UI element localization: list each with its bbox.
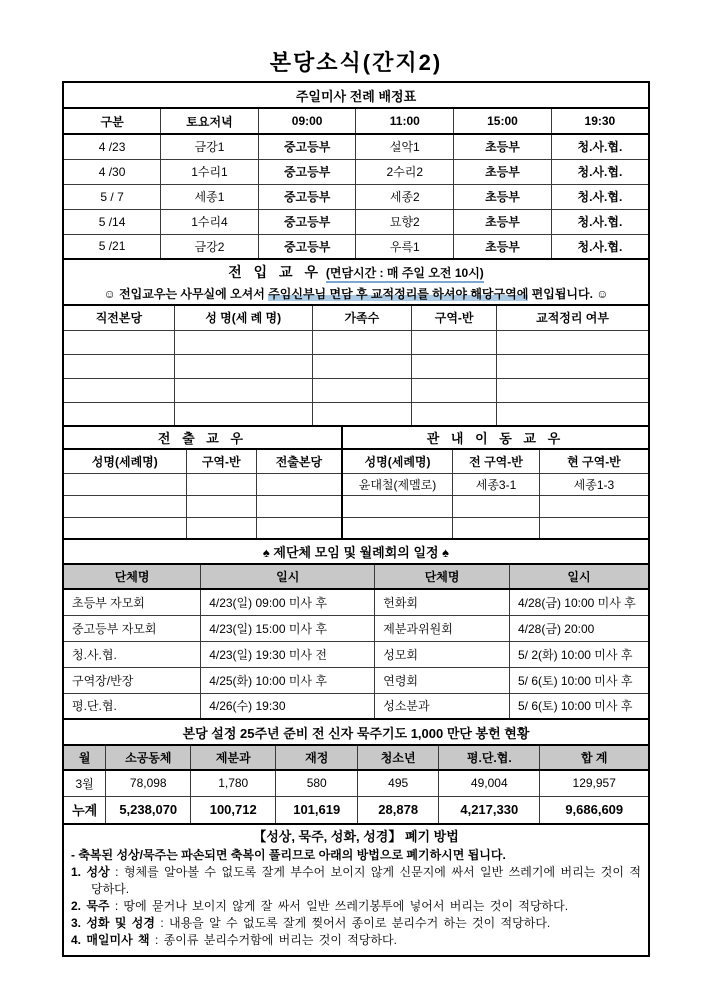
table-cell: 세종1-3 <box>539 473 649 495</box>
table-cell: 5 /21 <box>63 234 161 259</box>
header-row <box>63 449 649 473</box>
table-cell: 101,619 <box>276 796 358 824</box>
table-cell <box>63 495 186 517</box>
table-cell: 초등부 <box>454 184 552 209</box>
table-row <box>63 209 649 234</box>
column-header: 전출본당 <box>256 449 342 473</box>
column-header: 11:00 <box>356 108 454 134</box>
table-row <box>63 770 649 796</box>
table-cell: 4/23(일) 19:30 미사 전 <box>201 641 375 667</box>
table-cell <box>412 402 497 426</box>
column-header: 소공동체 <box>106 745 191 770</box>
table-cell: 49,004 <box>439 770 540 796</box>
column-header: 직전본당 <box>63 305 174 330</box>
table-cell: 청.사.협. <box>551 134 649 159</box>
table-cell: 4 /23 <box>63 134 161 159</box>
item-text: : 땅에 묻거나 보이지 않게 잘 싸서 일반 쓰레기봉투에 넣어서 버리는 것이 적당하다. <box>109 899 569 913</box>
table-cell <box>497 354 649 378</box>
table-cell: 5/ 2(화) 10:00 미사 후 <box>510 641 650 667</box>
item-text: : 내용을 알 수 없도록 잘게 찢어서 종이로 분리수거 하는 것이 적당하다. <box>154 916 551 930</box>
table-cell <box>342 517 453 539</box>
table-row <box>63 159 649 184</box>
table-cell: 평.단.협. <box>63 693 201 719</box>
table-cell <box>312 378 412 402</box>
table-cell: 설악1 <box>356 134 454 159</box>
group-meetings-title: ♠ 제단체 모임 및 월례회의 일정 ♠ <box>63 539 649 564</box>
column-header: 단체명 <box>63 564 201 589</box>
table-row <box>63 134 649 159</box>
table-cell: 5/ 6(토) 10:00 미사 후 <box>510 693 650 719</box>
table-cell: 성모회 <box>375 641 510 667</box>
column-header: 구역-반 <box>186 449 256 473</box>
table-cell: 중고등부 자모회 <box>63 615 201 641</box>
disposal-instructions-box <box>62 823 650 957</box>
rosary-table-title: 본당 설정 25주년 준비 전 신자 묵주기도 1,000 만단 봉헌 현황 <box>63 719 649 745</box>
table-cell <box>256 495 342 517</box>
empty-row <box>63 517 649 539</box>
table-cell <box>412 354 497 378</box>
table-cell: 중고등부 <box>258 234 356 259</box>
table-cell <box>174 354 312 378</box>
disposal-item <box>71 915 641 932</box>
item-text: : 종이류 분리수거함에 버리는 것이 적당하다. <box>149 933 397 947</box>
sunday-mass-assignment-table <box>62 81 650 260</box>
table-cell: 구역장/반장 <box>63 667 201 693</box>
table-cell: 3월 <box>63 770 106 796</box>
table-cell: 헌화회 <box>375 589 510 615</box>
table-cell: 1,780 <box>191 770 276 796</box>
table-cell: 580 <box>276 770 358 796</box>
transfer-out-and-move-table <box>62 425 650 540</box>
table-cell: 묘향2 <box>356 209 454 234</box>
transfer-in-note <box>68 285 644 302</box>
table-cell <box>63 517 186 539</box>
table-cell: 1수리1 <box>161 159 259 184</box>
column-header: 전 구역-반 <box>453 449 540 473</box>
table-cell: 4/28(금) 20:00 <box>510 615 650 641</box>
empty-row <box>63 354 649 378</box>
item-label: 1. 성상 <box>71 865 110 879</box>
table-cell: 초등부 <box>454 134 552 159</box>
table-cell: 5 /14 <box>63 209 161 234</box>
table-cell: 금강1 <box>161 134 259 159</box>
column-header: 일시 <box>201 564 375 589</box>
note-prefix: ☺ 전입교우는 사무실에 오셔서 <box>103 287 269 301</box>
column-header: 단체명 <box>375 564 510 589</box>
table-cell: 4 /30 <box>63 159 161 184</box>
table-cell: 성소분과 <box>375 693 510 719</box>
table-cell: 세종2 <box>356 184 454 209</box>
empty-row <box>63 378 649 402</box>
table-cell: 누계 <box>63 796 106 824</box>
note-suffix: 편입됩니다. ☺ <box>528 287 609 301</box>
disposal-item <box>71 898 641 915</box>
item-text: : 형체를 알아볼 수 없도록 잘게 부수어 보이지 않게 신문지에 싸서 일반 쓰레기에 버리는 것이 적당하다. <box>91 865 641 896</box>
disposal-intro: - 축복된 성상/묵주는 파손되면 축복이 풀리므로 아래의 방법으로 폐기하시면 됩니다. <box>71 848 506 862</box>
header-row <box>63 745 649 770</box>
empty-row <box>63 330 649 354</box>
column-header: 19:30 <box>551 108 649 134</box>
column-header: 토요저녁 <box>161 108 259 134</box>
table-cell <box>342 495 453 517</box>
table-cell: 청.사.협. <box>551 159 649 184</box>
table-cell: 우륵1 <box>356 234 454 259</box>
column-header: 월 <box>63 745 106 770</box>
mass-table-header-row <box>63 108 649 134</box>
table-cell: 2수리2 <box>356 159 454 184</box>
item-label: 3. 성화 및 성경 <box>71 916 155 930</box>
column-header: 제분과 <box>191 745 276 770</box>
transfer-in-title-line <box>68 262 644 282</box>
table-cell <box>312 402 412 426</box>
table-cell: 윤대철(제멜로) <box>342 473 453 495</box>
table-cell <box>63 402 174 426</box>
table-cell <box>174 330 312 354</box>
item-label: 2. 묵주 <box>71 899 110 913</box>
transfer-in-header <box>63 259 649 305</box>
column-header: 청소년 <box>358 745 439 770</box>
table-row <box>63 667 649 693</box>
transfer-in-title: 전 입 교 우 <box>228 264 322 280</box>
table-cell: 5/ 6(토) 10:00 미사 후 <box>510 667 650 693</box>
transfer-in-title-note: (면담시간 : 매 주일 오전 10시) <box>326 266 484 283</box>
column-header: 09:00 <box>258 108 356 134</box>
mass-table-title: 주일미사 전례 배정표 <box>63 82 649 108</box>
table-cell: 청.사.협. <box>551 234 649 259</box>
transfer-out-title: 전 출 교 우 <box>63 426 342 449</box>
table-cell <box>539 517 649 539</box>
note-highlight: 주임신부님 면담 후 교적정리를 하셔야 해당구역에 <box>268 287 529 301</box>
table-cell <box>497 378 649 402</box>
table-cell: 5,238,070 <box>106 796 191 824</box>
disposal-item <box>71 864 641 898</box>
table-cell <box>312 330 412 354</box>
table-cell: 4,217,330 <box>439 796 540 824</box>
table-cell <box>453 495 540 517</box>
table-cell: 78,098 <box>106 770 191 796</box>
table-cell <box>63 378 174 402</box>
transfer-in-header-row <box>63 305 649 330</box>
total-row <box>63 796 649 824</box>
table-cell <box>412 378 497 402</box>
column-header: 평.단.협. <box>439 745 540 770</box>
table-cell: 초등부 자모회 <box>63 589 201 615</box>
table-cell: 세종1 <box>161 184 259 209</box>
table-cell: 청.사.협. <box>551 209 649 234</box>
table-cell: 100,712 <box>191 796 276 824</box>
table-cell <box>453 517 540 539</box>
disposal-item <box>71 932 641 949</box>
table-cell: 중고등부 <box>258 159 356 184</box>
table-cell <box>63 330 174 354</box>
table-cell <box>497 330 649 354</box>
table-cell <box>63 354 174 378</box>
table-cell: 4/26(수) 19:30 <box>201 693 375 719</box>
empty-row <box>63 402 649 426</box>
table-row <box>63 615 649 641</box>
table-cell <box>312 354 412 378</box>
table-cell: 4/28(금) 10:00 미사 후 <box>510 589 650 615</box>
table-cell: 제분과위원회 <box>375 615 510 641</box>
table-cell <box>63 473 186 495</box>
disposal-title: 【성상, 묵주, 성화, 성경】 폐기 방법 <box>253 829 459 844</box>
table-cell <box>186 495 256 517</box>
table-cell: 5 / 7 <box>63 184 161 209</box>
column-header: 성 명(세 례 명) <box>174 305 312 330</box>
table-cell: 청.사.협. <box>63 641 201 667</box>
table-cell <box>174 402 312 426</box>
table-cell: 4/25(화) 10:00 미사 후 <box>201 667 375 693</box>
table-row <box>63 589 649 615</box>
table-cell: 4/23(일) 09:00 미사 후 <box>201 589 375 615</box>
rosary-offering-table <box>62 718 650 825</box>
column-header: 구분 <box>63 108 161 134</box>
table-cell: 중고등부 <box>258 134 356 159</box>
table-cell: 1수리4 <box>161 209 259 234</box>
table-cell <box>497 402 649 426</box>
table-cell: 초등부 <box>454 234 552 259</box>
table-cell: 495 <box>358 770 439 796</box>
table-row <box>63 473 649 495</box>
table-cell <box>186 473 256 495</box>
table-cell: 금강2 <box>161 234 259 259</box>
table-cell: 초등부 <box>454 209 552 234</box>
table-cell: 129,957 <box>540 770 649 796</box>
column-header: 구역-반 <box>412 305 497 330</box>
table-cell <box>256 473 342 495</box>
page-title: 본당소식(간지2) <box>269 50 443 75</box>
table-cell: 초등부 <box>454 159 552 184</box>
column-header: 합 계 <box>540 745 649 770</box>
table-cell: 연령회 <box>375 667 510 693</box>
column-header: 15:00 <box>454 108 552 134</box>
table-row <box>63 234 649 259</box>
group-meetings-table <box>62 538 650 720</box>
table-row <box>63 693 649 719</box>
transfer-in-table <box>62 258 650 427</box>
empty-row <box>63 495 649 517</box>
item-label: 4. 매일미사 책 <box>71 933 150 947</box>
table-cell: 중고등부 <box>258 184 356 209</box>
table-cell <box>174 378 312 402</box>
table-cell: 4/23(일) 15:00 미사 후 <box>201 615 375 641</box>
table-cell <box>539 495 649 517</box>
column-header: 교적정리 여부 <box>497 305 649 330</box>
table-cell: 중고등부 <box>258 209 356 234</box>
table-cell <box>412 330 497 354</box>
column-header: 현 구역-반 <box>539 449 649 473</box>
column-header: 일시 <box>510 564 650 589</box>
table-row <box>63 184 649 209</box>
table-cell <box>186 517 256 539</box>
table-cell: 청.사.협. <box>551 184 649 209</box>
table-cell: 세종3-1 <box>453 473 540 495</box>
column-header: 가족수 <box>312 305 412 330</box>
column-header: 재정 <box>276 745 358 770</box>
table-cell <box>256 517 342 539</box>
table-cell: 9,686,609 <box>540 796 649 824</box>
table-row <box>63 641 649 667</box>
move-within-title: 관 내 이 동 교 우 <box>342 426 649 449</box>
header-row <box>63 564 649 589</box>
column-header: 성명(세례명) <box>63 449 186 473</box>
table-cell: 28,878 <box>358 796 439 824</box>
column-header: 성명(세례명) <box>342 449 453 473</box>
